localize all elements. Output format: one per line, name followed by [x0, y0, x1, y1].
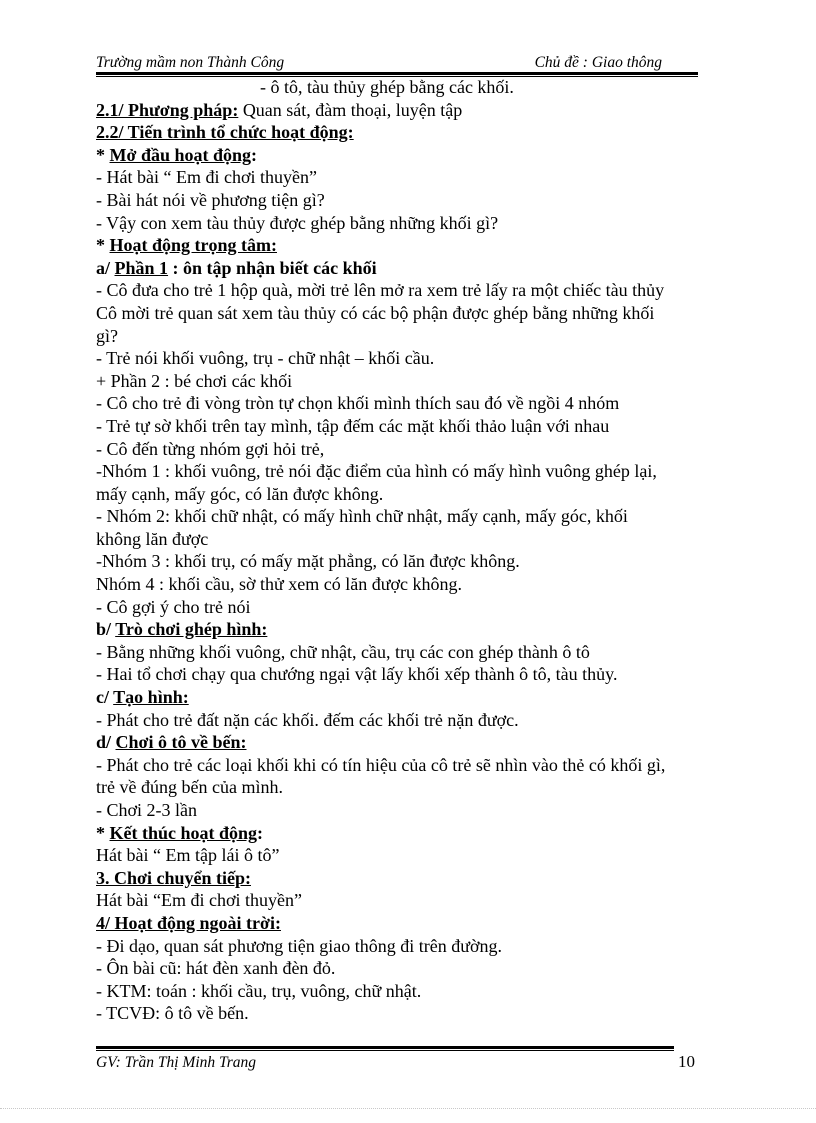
subsection-opening — [96, 144, 706, 167]
subsection-heading: Trò chơi ghép hình: — [115, 619, 268, 640]
text-line: Hát bài “Em đi chơi thuyền” — [96, 890, 302, 911]
text-span: a/ — [96, 257, 115, 278]
text-span: b/ — [96, 619, 116, 640]
art-heading — [96, 686, 706, 709]
text-span: c/ — [96, 687, 114, 708]
play-heading — [96, 731, 706, 754]
text-line: không lăn được — [96, 528, 209, 549]
text-line: - Hát bài “ Em đi chơi thuyền” — [96, 167, 317, 188]
text-line: - Cô gợi ý cho trẻ nói — [96, 596, 251, 617]
game-heading — [96, 618, 706, 641]
subsection-main — [96, 234, 706, 257]
topic-title: Chủ đề : Giao thông — [534, 54, 662, 71]
text-line: -Nhóm 1 : khối vuông, trẻ nói đặc điểm của hình có mấy hình vuông ghép lại, — [96, 461, 657, 482]
text-line: mấy cạnh, mấy góc, có lăn được không. — [96, 483, 384, 504]
document-body — [96, 76, 706, 1025]
text-line: Nhóm 4 : khối cầu, sờ thử xem có lăn được không. — [96, 574, 462, 595]
page-footer — [96, 1054, 696, 1076]
section-heading: 2.2/ Tiến trình tổ chức hoạt động: — [96, 122, 354, 143]
teacher-name: GV: Trần Thị Minh Trang — [96, 1054, 257, 1071]
page-boundary — [0, 1108, 816, 1109]
text-span: Quan sát, đàm thoại, luyện tập — [238, 99, 463, 120]
subsection-heading: Tạo hình: — [113, 687, 189, 708]
text-line: trẻ về đúng bến của mình. — [96, 777, 283, 798]
text-span: : — [251, 144, 258, 165]
text-line: - Bài hát nói về phương tiện gì? — [96, 189, 325, 210]
subsection-heading: Kết thúc hoạt động — [109, 822, 258, 843]
text-line: - Cô đến từng nhóm gợi hỏi trẻ, — [96, 438, 325, 459]
text-line: - Phát cho trẻ các loại khối khi có tín hiệu của cô trẻ sẽ nhìn vào thẻ có khối gì, — [96, 754, 666, 775]
subsection-heading: Mở đầu hoạt động — [109, 144, 252, 165]
text-line: - Bằng những khối vuông, chữ nhật, cầu, trụ các con ghép thành ô tô — [96, 641, 590, 662]
bullet-star: * — [96, 144, 110, 165]
text-line: - Trẻ nói khối vuông, trụ - chữ nhật – khối cầu. — [96, 348, 435, 369]
bullet-star: * — [96, 235, 110, 256]
page-number: 10 — [678, 1052, 695, 1071]
text-line: - Phát cho trẻ đất nặn các khối. đếm các khối trẻ nặn được. — [96, 709, 519, 730]
text-line: - Cô cho trẻ đi vòng tròn tự chọn khối mình thích sau đó về ngồi 4 nhóm — [96, 393, 620, 414]
part-1-heading — [96, 257, 706, 280]
school-name: Trường mầm non Thành Công — [96, 54, 285, 71]
section-heading: 4/ Hoạt động ngoài trời: — [96, 912, 281, 933]
subsection-heading: Phần 1 — [114, 257, 169, 278]
text-line: - Đi dạo, quan sát phương tiện giao thông đi trên đường. — [96, 935, 502, 956]
text-line: - ô tô, tàu thủy ghép bằng các khối. — [260, 77, 514, 97]
text-line: + Phần 2 : bé chơi các khối — [96, 370, 293, 391]
text-line: - TCVĐ: ô tô về bến. — [96, 1003, 249, 1024]
subsection-heading: Chơi ô tô về bến: — [115, 732, 247, 753]
text-line: - Vậy con xem tàu thủy được ghép bằng những khối gì? — [96, 212, 499, 233]
text-line: Hát bài “ Em tập lái ô tô” — [96, 845, 280, 866]
subsection-heading: Hoạt động trọng tâm: — [109, 235, 277, 256]
section-heading: 3. Chơi chuyển tiếp: — [96, 867, 251, 888]
section-heading: 2.1/ Phương pháp: — [96, 99, 239, 120]
text-line: - Ôn bài cũ: hát đèn xanh đèn đỏ. — [96, 958, 336, 979]
text-span: : — [257, 822, 264, 843]
footer-rule — [96, 1046, 674, 1051]
text-span: : ôn tập nhận biết các khối — [168, 257, 377, 278]
subsection-ending — [96, 822, 706, 845]
text-line: gì? — [96, 325, 118, 346]
text-line: - KTM: toán : khối cầu, trụ, vuông, chữ nhật. — [96, 980, 422, 1001]
text-line: - Nhóm 2: khối chữ nhật, có mấy hình chữ nhật, mấy cạnh, mấy góc, khối — [96, 506, 628, 527]
text-line: - Chơi 2-3 lần — [96, 800, 198, 820]
text-span: d/ — [96, 732, 116, 753]
text-line: - Hai tổ chơi chạy qua chướng ngại vật lấy khối xếp thành ô tô, tàu thủy. — [96, 664, 618, 685]
text-line: - Trẻ tự sờ khối trên tay mình, tập đếm các mặt khối thảo luận với nhau — [96, 415, 610, 436]
bullet-star: * — [96, 822, 110, 843]
text-line: -Nhóm 3 : khối trụ, có mấy mặt phẳng, có lăn được không. — [96, 551, 520, 572]
text-line: Cô mời trẻ quan sát xem tàu thủy có các bộ phận được ghép bằng những khối — [96, 302, 655, 323]
text-line: - Cô đưa cho trẻ 1 hộp quà, mời trẻ lên mở ra xem trẻ lấy ra một chiếc tàu thủy — [96, 280, 665, 301]
section-method — [96, 99, 706, 122]
